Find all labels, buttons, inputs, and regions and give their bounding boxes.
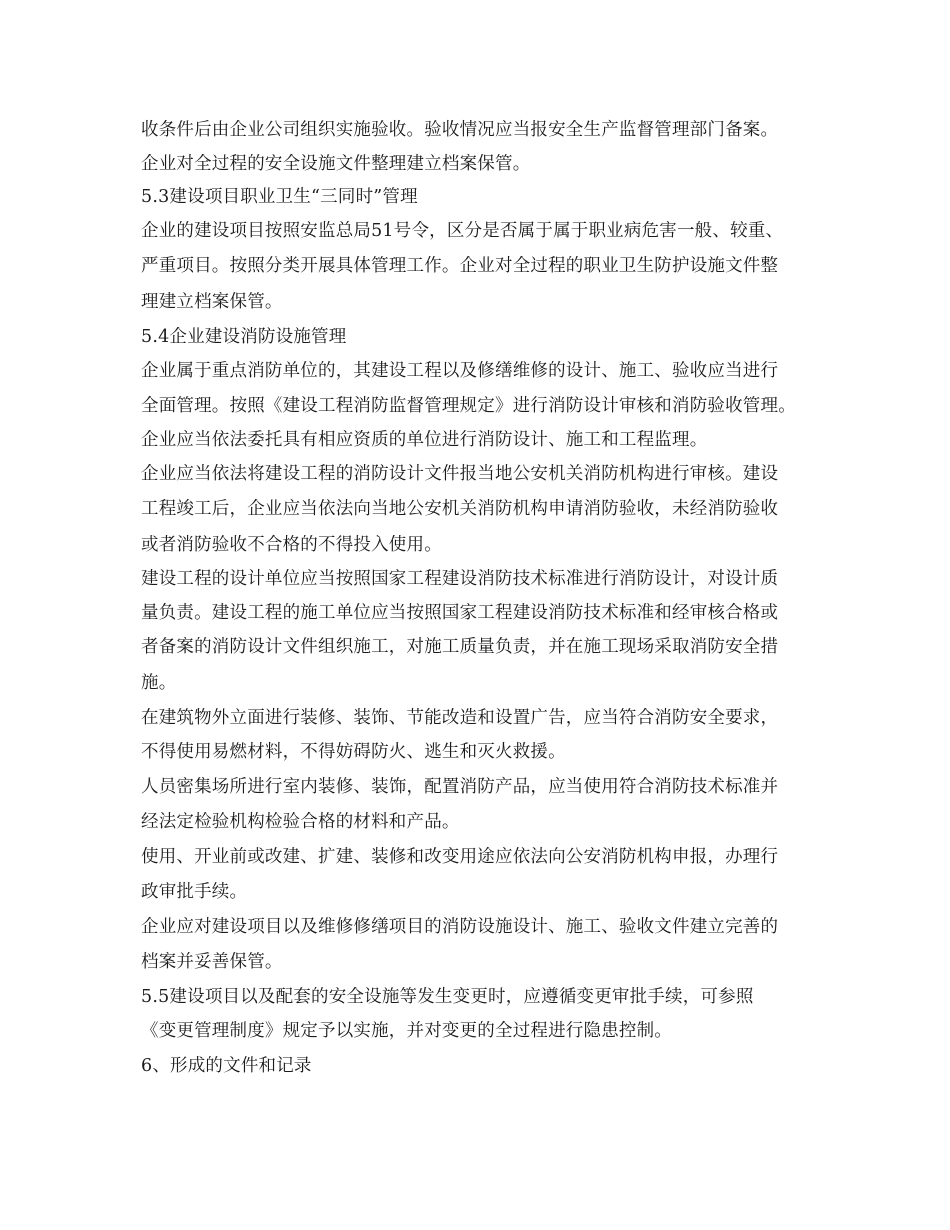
- paragraph-line: 工程竣工后，企业应当依法向当地公安机关消防机构申请消防验收，未经消防验收: [141, 499, 779, 519]
- paragraph-line: 企业应对建设项目以及维修修缮项目的消防设施设计、施工、验收文件建立完善的: [141, 917, 779, 937]
- paragraph-line: 企业属于重点消防单位的，其建设工程以及修缮维修的设计、施工、验收应当进行: [141, 361, 779, 381]
- paragraph-line: 严重项目。按照分类开展具体管理工作。企业对全过程的职业卫生防护设施文件整: [141, 256, 779, 276]
- paragraph-line: 或者消防验收不合格的不得投入使用。: [141, 535, 442, 555]
- paragraph-line: 使用、开业前或改建、扩建、装修和改变用途应依法向公安消防机构申报，办理行: [141, 847, 779, 867]
- paragraph-line: 施。: [141, 673, 177, 693]
- section-heading-5-5: 5.5建设项目以及配套的安全设施等发生变更时，应遵循变更审批手续，可参照: [141, 987, 754, 1007]
- paragraph-line: 档案并妥善保管。: [141, 952, 283, 972]
- paragraph-line: 《变更管理制度》规定予以实施，并对变更的全过程进行隐患控制。: [141, 1021, 672, 1041]
- paragraph-line: 企业对全过程的安全设施文件整理建立档案保管。: [141, 154, 531, 174]
- paragraph-line: 者备案的消防设计文件组织施工，对施工质量负责，并在施工现场采取消防安全措: [141, 637, 779, 657]
- paragraph-line: 建设工程的设计单位应当按照国家工程建设消防技术标准进行消防设计，对设计质: [141, 569, 779, 589]
- paragraph-line: 经法定检验机构检验合格的材料和产品。: [141, 812, 460, 832]
- section-heading-5-3: 5.3建设项目职业卫生“三同时”管理: [141, 187, 418, 207]
- paragraph-line: 政审批手续。: [141, 882, 248, 902]
- paragraph-line: 企业的建设项目按照安监总局51号令，区分是否属于属于职业病危害一般、较重、: [141, 221, 784, 241]
- paragraph-line: 收条件后由企业公司组织实施验收。验收情况应当报安全生产监督管理部门备案。: [141, 120, 779, 140]
- paragraph-line: 量负责。建设工程的施工单位应当按照国家工程建设消防技术标准和经审核合格或: [141, 603, 779, 623]
- section-heading-5-4: 5.4企业建设消防设施管理: [141, 327, 347, 347]
- paragraph-line: 企业应当依法委托具有相应资质的单位进行消防设计、施工和工程监理。: [141, 430, 708, 450]
- paragraph-line: 企业应当依法将建设工程的消防设计文件报当地公安机关消防机构进行审核。建设: [141, 464, 779, 484]
- paragraph-line: 不得使用易燃材料，不得妨碍防火、逃生和灭火救援。: [141, 742, 566, 762]
- paragraph-line: 人员密集场所进行室内装修、装饰，配置消防产品，应当使用符合消防技术标准并: [141, 777, 779, 797]
- paragraph-line: 理建立档案保管。: [141, 292, 283, 312]
- paragraph-line: 全面管理。按照《建设工程消防监督管理规定》进行消防设计审核和消防验收管理。: [141, 396, 796, 416]
- section-heading-6: 6、形成的文件和记录: [141, 1056, 312, 1076]
- paragraph-line: 在建筑物外立面进行装修、装饰、节能改造和设置广告，应当符合消防安全要求，: [141, 708, 779, 728]
